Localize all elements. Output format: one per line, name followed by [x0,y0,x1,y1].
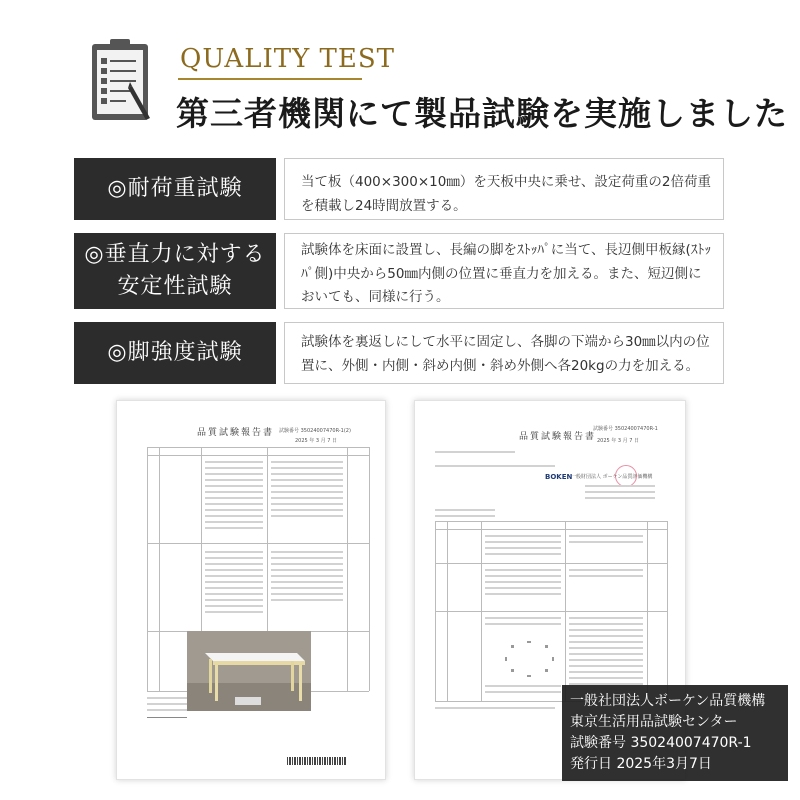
test-info-box [562,685,788,781]
report-title-left: 品質試験報告書 [197,428,275,438]
test-label-stability-line1: ◎垂直力に対する [84,242,266,268]
info-issue-date: 発行日 2025年3月7日 [570,756,712,772]
report-barcode-left [287,757,347,765]
test-label-load: ◎耐荷重試験 [74,158,276,220]
table-photo [187,631,311,711]
report-document-left [116,400,386,780]
report-ref-right: 試験番号 35024007470R-1 [593,426,658,432]
test-row-load [74,158,724,220]
header [88,36,788,133]
info-organization: 一般社団法人ボーケン品質機構 [570,693,766,709]
test-description-load: 当て板（400×300×10㎜）を天板中央に乗せ、設定荷重の2倍荷重を積載し24時間放置する。 [284,158,724,220]
report-ref-left: 試験番号 35024007470R-1(2) [279,428,351,434]
report-logo-right: BOKEN [545,473,573,481]
clipboard-checklist-icon [88,36,156,124]
leg-test-diagram [505,639,555,679]
test-label-leg-strength: ◎脚強度試験 [74,322,276,384]
report-date-left: 2025 年 3 月 7 日 [295,438,338,444]
test-row-stability [74,233,724,309]
test-description-stability: 試験体を床面に設置し、長編の脚をｽﾄｯﾊﾟに当て、長辺側甲板縁(ｽﾄｯﾊﾟ側)中央から50㎜内側の位置に垂直力を加える。また、短辺側においても、同様に行う。 [284,233,724,309]
report-title-right: 品質試験報告書 [519,432,597,442]
info-center: 東京生活用品試験センター [570,714,738,730]
quality-test-label: QUALITY TEST [180,44,395,74]
test-label-stability-line2: 安定性試験 [117,274,233,299]
test-description-leg-strength: 試験体を裏返しにして水平に固定し、各脚の下端から30㎜以内の位置に、外側・内側・斜め内側・斜め外側へ各20kgの力を加える。 [284,322,724,384]
report-issuer-right: 一般財団法人 ボーケン品質評価機構 [571,474,653,480]
page-headline: 第三者機関にて製品試験を実施しました [176,94,788,133]
quality-test-underline [178,78,362,80]
test-label-stability [74,233,276,309]
test-row-leg-strength [74,322,724,384]
report-date-right: 2025 年 3 月 7 日 [597,438,640,444]
info-test-number: 試験番号 35024007470R-1 [570,735,752,751]
